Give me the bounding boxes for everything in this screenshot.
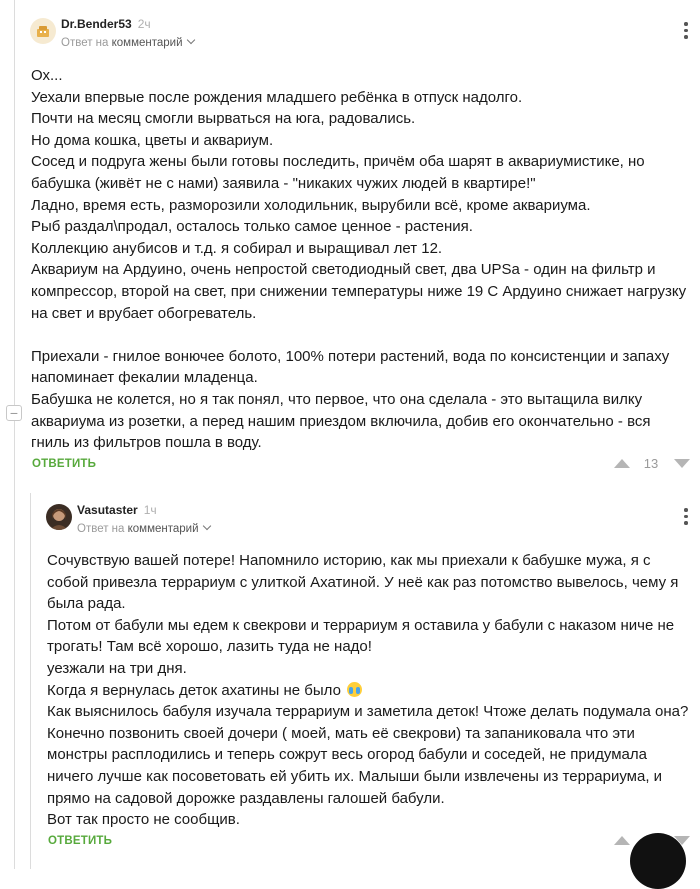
- avatar-icon: [30, 18, 56, 44]
- floating-action-button[interactable]: [630, 833, 686, 889]
- comment-header: [44, 500, 690, 544]
- comment-reply: [44, 500, 690, 855]
- author-name[interactable]: Vasutaster 1ч: [77, 503, 157, 517]
- reply-to[interactable]: Ответ на комментарий: [77, 523, 210, 535]
- reply-button[interactable]: ОТВЕТИТЬ: [32, 457, 97, 470]
- comment-footer: [28, 454, 690, 478]
- avatar[interactable]: [46, 504, 72, 530]
- reply-button[interactable]: ОТВЕТИТЬ: [48, 834, 113, 847]
- more-options-icon[interactable]: [682, 22, 690, 39]
- loudly-crying-face-icon: [347, 682, 362, 697]
- avatar[interactable]: [30, 18, 56, 44]
- comment-header: [28, 14, 690, 58]
- more-options-icon[interactable]: [682, 508, 690, 525]
- vote-controls: [614, 456, 690, 471]
- comment-body: [44, 550, 690, 831]
- chevron-down-icon[interactable]: [202, 522, 210, 530]
- comment-text-part1: Сочувствую вашей потере! Напомнило историю, как мы приехали к бабушке мужа, я с собой привезла террариум с улиткой Ахатиной. У неё как раз потомство вывелось, чему я была рада. Потом от бабули мы едем к свекрови и террариум я оставила у бабули с наказом ниче не трогать! Там всё хорошо, лазить туда не надо! уезжали на три дня. Когда я вернулась деток ахатины не было: [47, 552, 679, 699]
- comment-time: 1ч: [143, 503, 157, 517]
- comment: [28, 14, 690, 478]
- reply-target-link[interactable]: комментарий: [111, 37, 183, 49]
- chevron-down-icon[interactable]: [186, 36, 194, 44]
- reply-target-link[interactable]: комментарий: [127, 523, 199, 535]
- downvote-icon[interactable]: [674, 459, 690, 468]
- thread-line: [14, 0, 15, 869]
- comment-time: 2ч: [137, 17, 151, 31]
- upvote-icon[interactable]: [614, 459, 630, 468]
- upvote-icon[interactable]: [614, 836, 630, 845]
- reply-to[interactable]: Ответ на комментарий: [61, 37, 194, 49]
- comment-text-part2: Как выяснилось бабуля изучала террариум и заметила деток! Чтоже делать подумала она? Конечно позвонить своей дочери ( моей, мать её свекрови) та запаниковала что эти монстры расплодились и теперь сожрут весь огород бабули и соседей, не придумала ничего лучше как посоветовать ей убить их. Малыши были извлечены из террариума, и прямо на садовой дорожке раздавлены галошей бабули. Вот так просто не сообщив.: [47, 703, 689, 829]
- vote-count: 13: [643, 455, 659, 471]
- collapse-thread-button[interactable]: −: [6, 405, 22, 421]
- avatar-icon: [46, 504, 72, 530]
- comment-footer: [44, 831, 690, 855]
- author-name[interactable]: Dr.Bender53 2ч: [61, 17, 151, 31]
- comment-body: Ох... Уехали впервые после рождения младшего ребёнка в отпуск надолго. Почти на месяц смогли вырваться на юга, радовались. Но дома кошка, цветы и аквариум. Сосед и подруга жены были готовы последить, причём оба шарят в аквариумистике, но бабушка (живёт не с нами) заявила - "никаких чужих людей в квартире!" Ладно, время есть, разморозили холодильник, вырубили всё, кроме аквариума. Рыб раздал\продал, осталось только самое ценное - растения. Коллекцию анубисов и т.д. я собирал и выращивал лет 12. Аквариум на Ардуино, очень непростой светодиодный свет, два UPSa - один на фильтр и компрессор, второй на свет, при снижении температуры ниже 19 С Ардуино снижает нагрузку на свет и врубает обогреватель. Приехали - гнилое вонючее болото, 100% потери растений, вода по консистенции и запаху напоминает фекалии младенца. Бабушка не колется, но я так понял, что первое, что она сделала - это вытащила вилку аквариума из розетки, а перед нашим приездом включила, добив его окончательно - вся гниль из фильтров пошла в воду.: [31, 67, 687, 452]
- reply-thread-line: [30, 493, 31, 869]
